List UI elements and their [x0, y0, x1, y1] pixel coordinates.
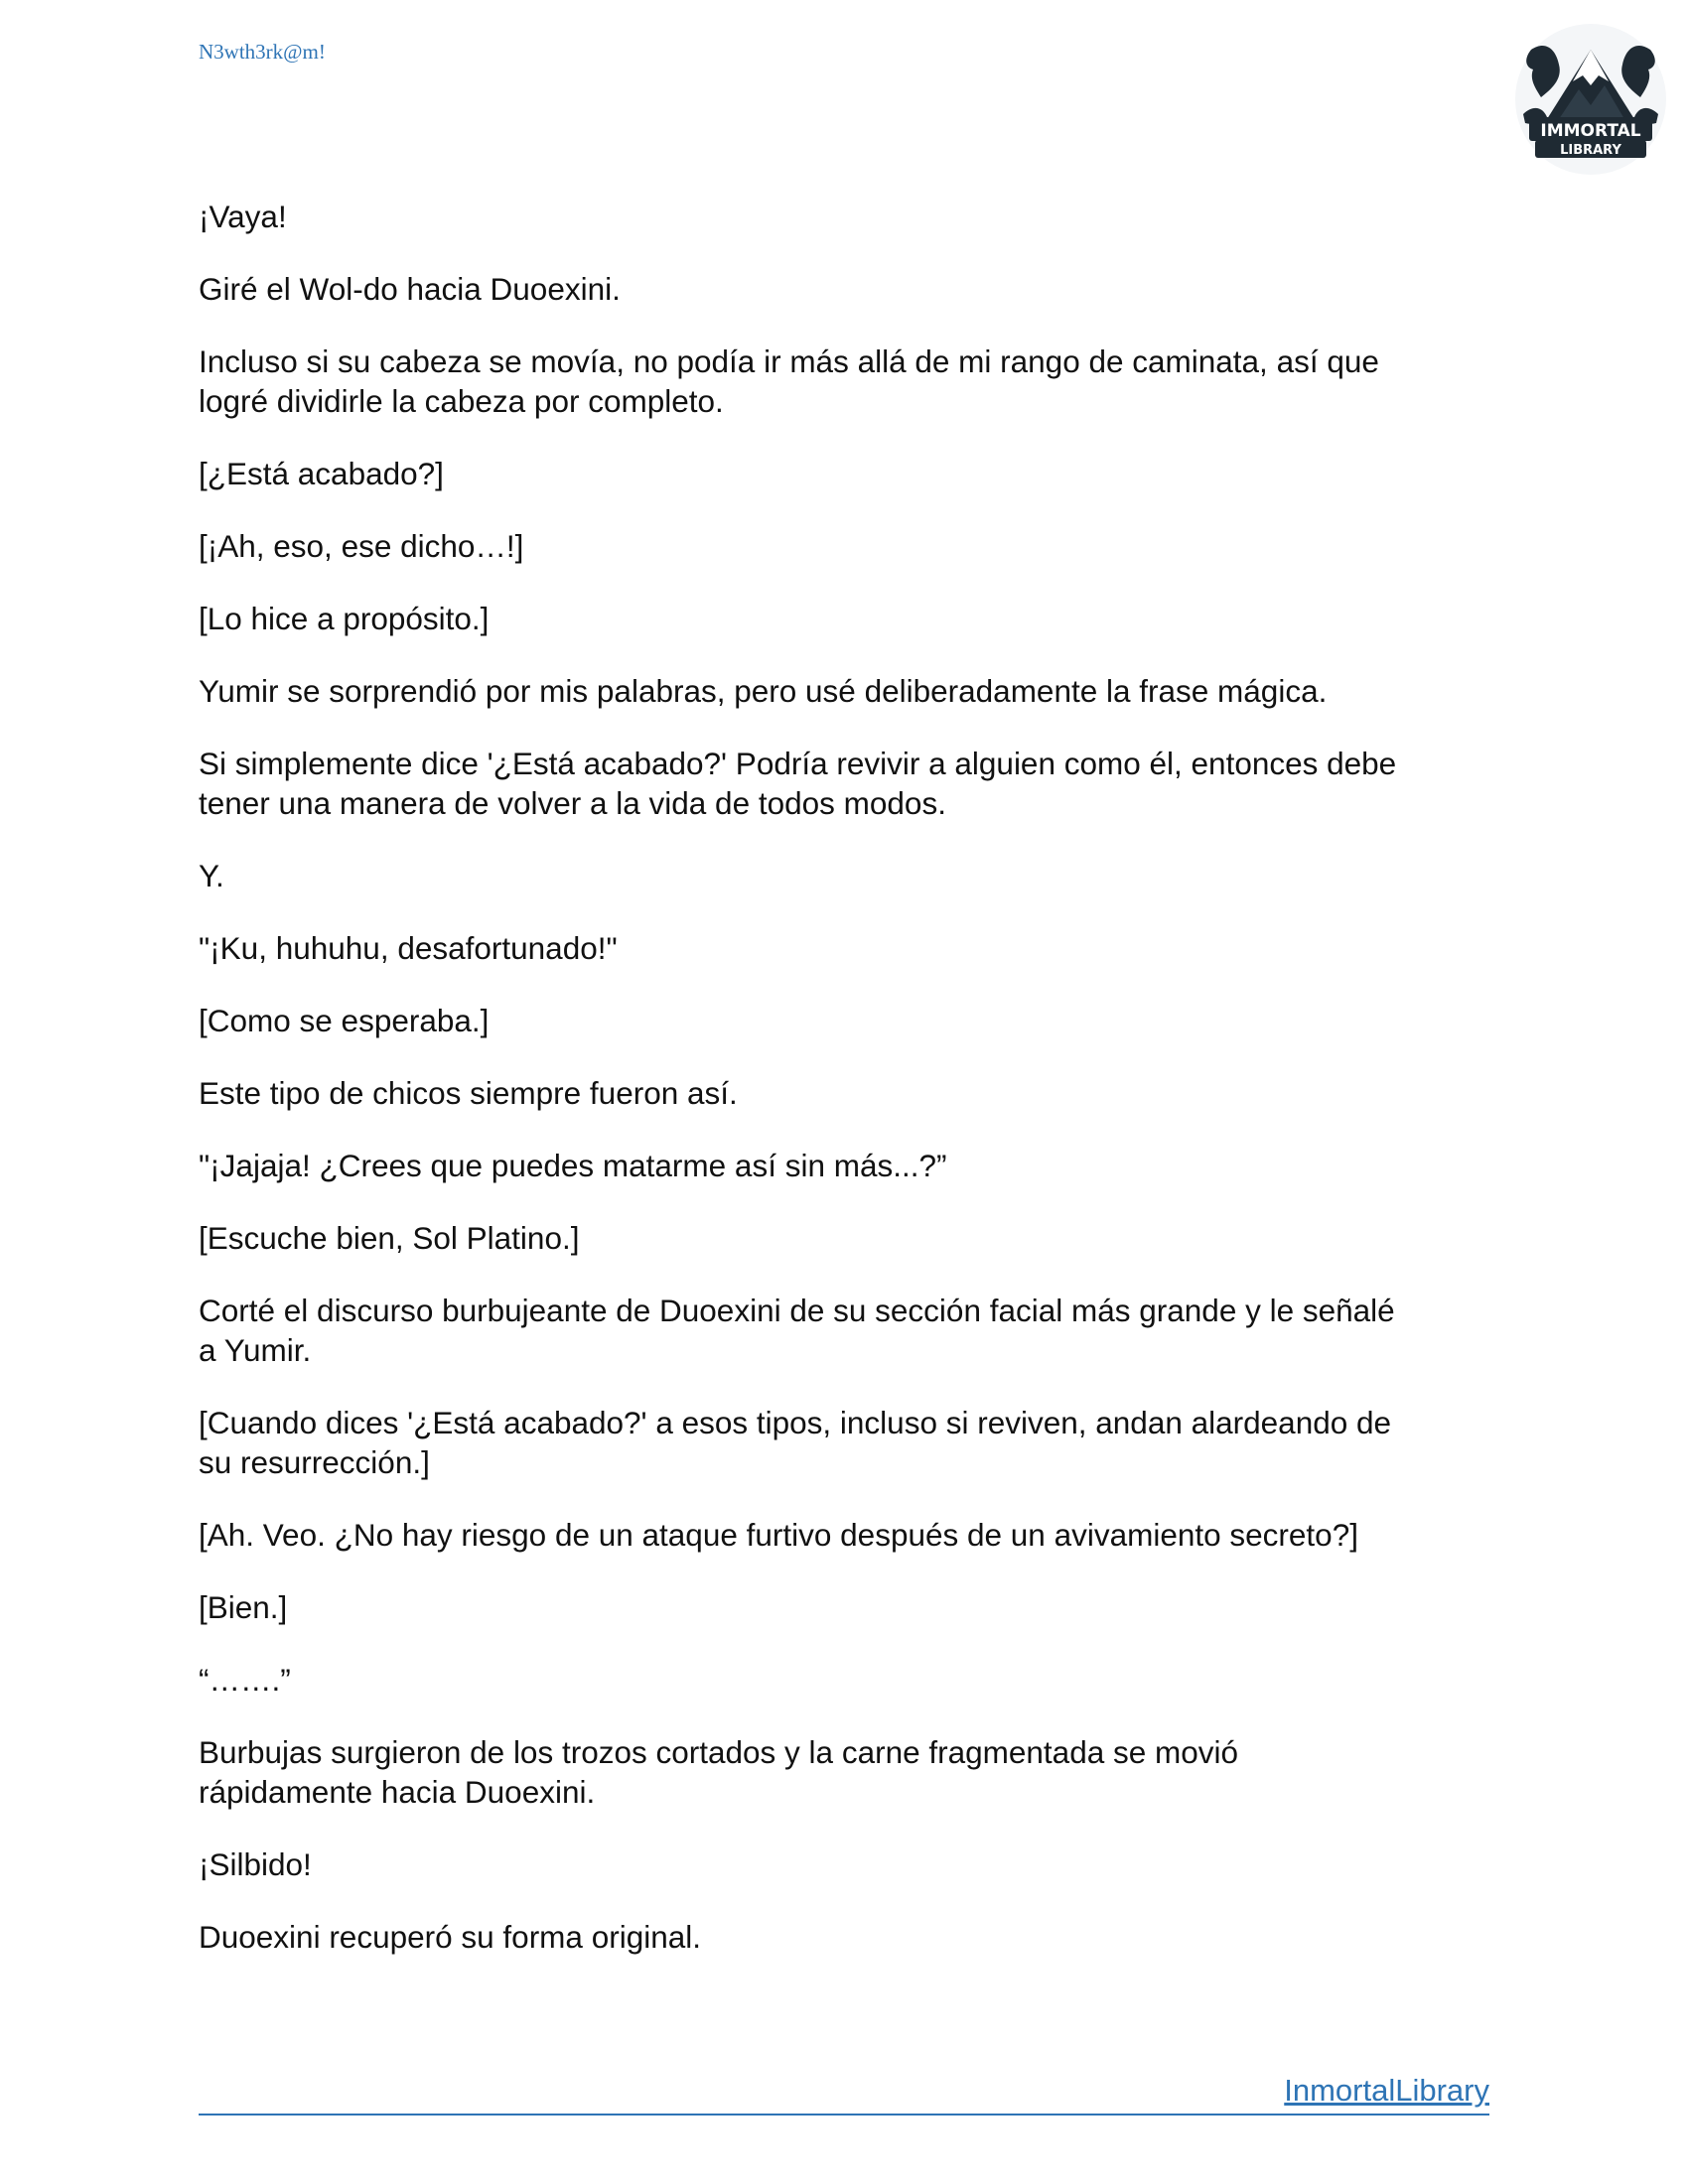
paragraph: “…….” [199, 1662, 291, 1698]
paragraph: Este tipo de chicos siempre fueron así. [199, 1075, 738, 1111]
paragraph: [¡Ah, eso, ese dicho…!] [199, 528, 524, 564]
paragraph: [Cuando dices '¿Está acabado?' a esos tipos, incluso si reviven, andan alardeando de su resurrección.] [199, 1405, 1392, 1480]
paragraph: Burbujas surgieron de los trozos cortados y la carne fragmentada se movió rápidamente hacia Duoexini. [199, 1734, 1239, 1810]
logo-line2: LIBRARY [1560, 143, 1621, 158]
paragraph: [Lo hice a propósito.] [199, 601, 490, 636]
footer-link[interactable]: InmortalLibrary [1284, 2073, 1489, 2108]
paragraph: Corté el discurso burbujeante de Duoexini de su sección facial más grande y le señalé a Yumir. [199, 1293, 1395, 1368]
paragraph: [¿Está acabado?] [199, 456, 444, 491]
paragraph: "¡Jajaja! ¿Crees que puedes matarme así sin más...?” [199, 1148, 947, 1183]
paragraph: "¡Ku, huhuhu, desafortunado!" [199, 930, 618, 966]
paragraph: Incluso si su cabeza se movía, no podía ir más allá de mi rango de caminata, así que logré dividirle la cabeza por completo. [199, 343, 1379, 419]
paragraph: ¡Vaya! [199, 199, 287, 234]
paragraph: Giré el Wol-do hacia Duoexini. [199, 271, 621, 307]
paragraph: Yumir se sorprendió por mis palabras, pero usé deliberadamente la frase mágica. [199, 673, 1328, 709]
footer-rule [199, 2114, 1489, 2116]
paragraph: ¡Silbido! [199, 1846, 312, 1882]
document-body [199, 197, 1489, 1989]
paragraph: [Escuche bien, Sol Platino.] [199, 1220, 580, 1256]
paragraph: Si simplemente dice '¿Está acabado?' Podría revivir a alguien como él, entonces debe tener una manera de volver a la vida de todos modos. [199, 746, 1397, 821]
logo-line1: IMMORTAL [1540, 121, 1641, 141]
paragraph: [Ah. Veo. ¿No hay riesgo de un ataque furtivo después de un avivamiento secreto?] [199, 1517, 1358, 1553]
immortal-library-logo-icon [1511, 20, 1670, 179]
header-watermark: N3wth3rk@m! [199, 40, 326, 64]
paragraph: [Bien.] [199, 1589, 288, 1625]
paragraph: Duoexini recuperó su forma original. [199, 1919, 701, 1955]
paragraph: [Como se esperaba.] [199, 1003, 490, 1038]
paragraph: Y. [199, 858, 224, 893]
